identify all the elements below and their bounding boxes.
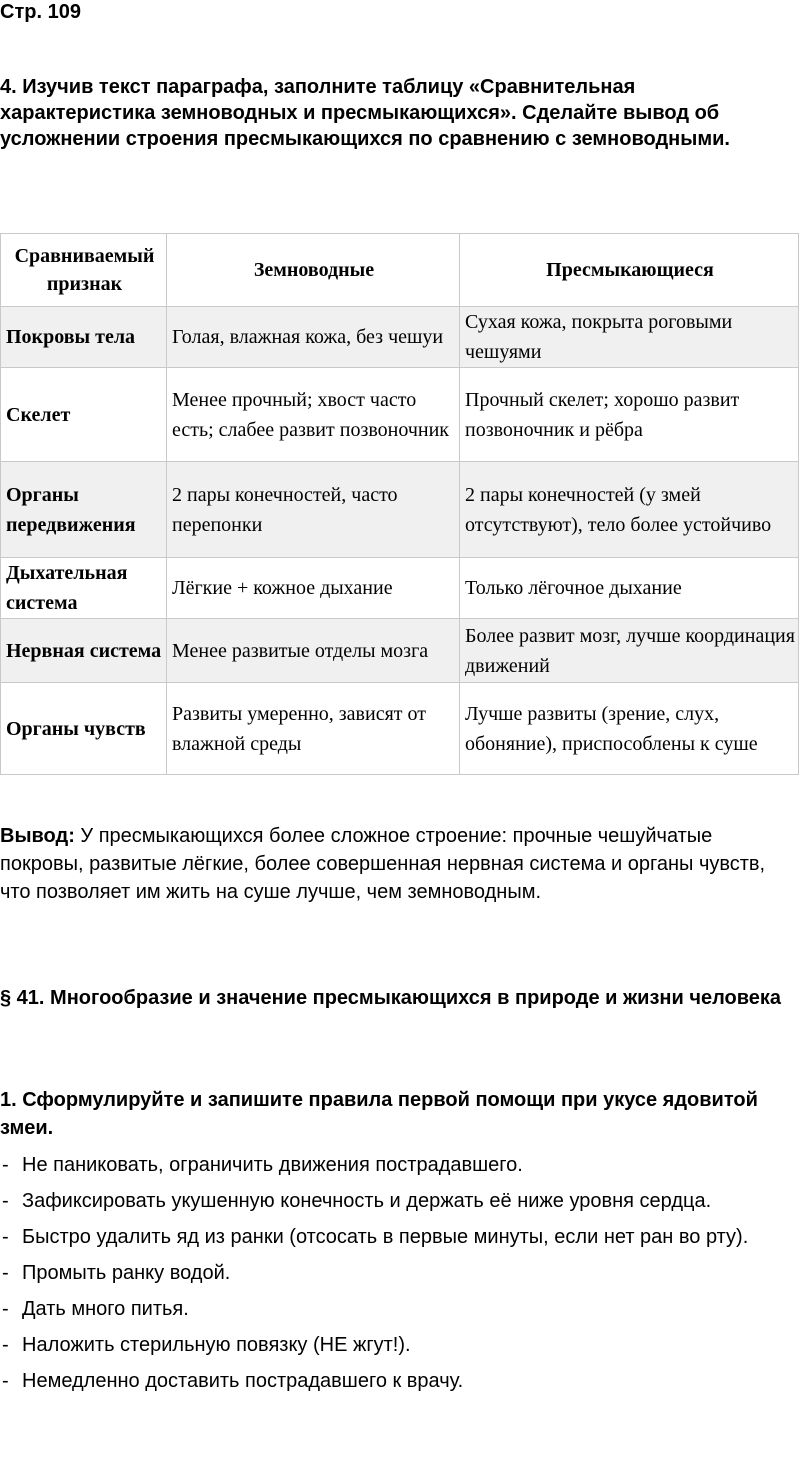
list-item	[0, 1223, 800, 1251]
row-amphibians: Развиты умеренно, зависят от влажной среды	[167, 683, 460, 775]
list-item	[0, 1151, 800, 1179]
list-item	[0, 1367, 800, 1395]
table-row	[1, 683, 799, 775]
row-feature: Скелет	[1, 368, 167, 462]
row-reptiles: Более развит мозг, лучше координация движений	[460, 619, 799, 683]
list-item	[0, 1331, 800, 1359]
row-amphibians: Голая, влажная кожа, без чешуи	[167, 307, 460, 368]
row-feature: Органы чувств	[1, 683, 167, 775]
conclusion-text: У пресмыкающихся более сложное строение: прочные чешуйчатые покровы, развитые лёгкие, более совершенная нервная система и органы чувств, что позволяет им жить на суше лучше, чем земноводным.	[0, 825, 766, 903]
row-feature: Дыхательная система	[1, 558, 167, 619]
list-item-text: Немедленно доставить пострадавшего к врачу.	[22, 1370, 464, 1392]
page-number: Стр. 109	[0, 1, 81, 23]
header-amphibians: Земноводные	[167, 234, 460, 307]
list-item-text: Промыть ранку водой.	[22, 1262, 231, 1284]
list-item	[0, 1295, 800, 1323]
header-reptiles: Пресмыкающиеся	[460, 234, 799, 307]
list-item-text: Быстро удалить яд из ранки (отсосать в первые минуты, если нет ран во рту).	[22, 1226, 749, 1248]
row-reptiles: 2 пары конечностей (у змей отсутствуют), тело более устойчиво	[460, 462, 799, 558]
section-title: § 41. Многообразие и значение пресмыкающихся в природе и жизни человека	[0, 987, 782, 1009]
bullet-dash: -	[2, 1154, 9, 1176]
table-row	[1, 462, 799, 558]
conclusion-label: Вывод:	[0, 825, 75, 847]
list-item-text: Зафиксировать укушенную конечность и держать её ниже уровня сердца.	[22, 1190, 712, 1212]
row-reptiles: Прочный скелет; хорошо развит позвоночник и рёбра	[460, 368, 799, 462]
row-reptiles: Лучше развиты (зрение, слух, обоняние), приспособлены к суше	[460, 683, 799, 775]
list-item	[0, 1259, 800, 1287]
row-reptiles: Только лёгочное дыхание	[460, 558, 799, 619]
row-feature: Органы передвижения	[1, 462, 167, 558]
list-item	[0, 1187, 800, 1215]
bullet-dash: -	[2, 1262, 9, 1284]
row-amphibians: 2 пары конечностей, часто перепонки	[167, 462, 460, 558]
list-item-text: Не паниковать, ограничить движения пострадавшего.	[22, 1154, 523, 1176]
table-row	[1, 619, 799, 683]
bullet-dash: -	[2, 1334, 9, 1356]
row-amphibians: Менее прочный; хвост часто есть; слабее развит позвоночник	[167, 368, 460, 462]
bullet-dash: -	[2, 1190, 9, 1212]
table-row	[1, 558, 799, 619]
table-header-row	[1, 234, 799, 307]
first-aid-list	[0, 1151, 800, 1403]
table-row	[1, 368, 799, 462]
row-amphibians: Лёгкие + кожное дыхание	[167, 558, 460, 619]
comparison-table	[0, 233, 799, 775]
bullet-dash: -	[2, 1226, 9, 1248]
row-amphibians: Менее развитые отделы мозга	[167, 619, 460, 683]
bullet-dash: -	[2, 1298, 9, 1320]
list-item-text: Дать много питья.	[22, 1298, 189, 1320]
task-4-title: 4. Изучив текст параграфа, заполните таблицу «Сравнительная характеристика земноводных и пресмыкающихся». Сделайте вывод об усложнении строения пресмыкающихся по сравнению с земноводными.	[0, 76, 730, 150]
row-feature: Нервная система	[1, 619, 167, 683]
bullet-dash: -	[2, 1370, 9, 1392]
list-item-text: Наложить стерильную повязку (НЕ жгут!).	[22, 1334, 411, 1356]
task-1-title: 1. Сформулируйте и запишите правила первой помощи при укусе ядовитой змеи.	[0, 1089, 758, 1139]
table-row	[1, 307, 799, 368]
row-reptiles: Сухая кожа, покрыта роговыми чешуями	[460, 307, 799, 368]
row-feature: Покровы тела	[1, 307, 167, 368]
header-feature: Сравниваемый признак	[1, 234, 167, 307]
conclusion	[0, 822, 790, 906]
